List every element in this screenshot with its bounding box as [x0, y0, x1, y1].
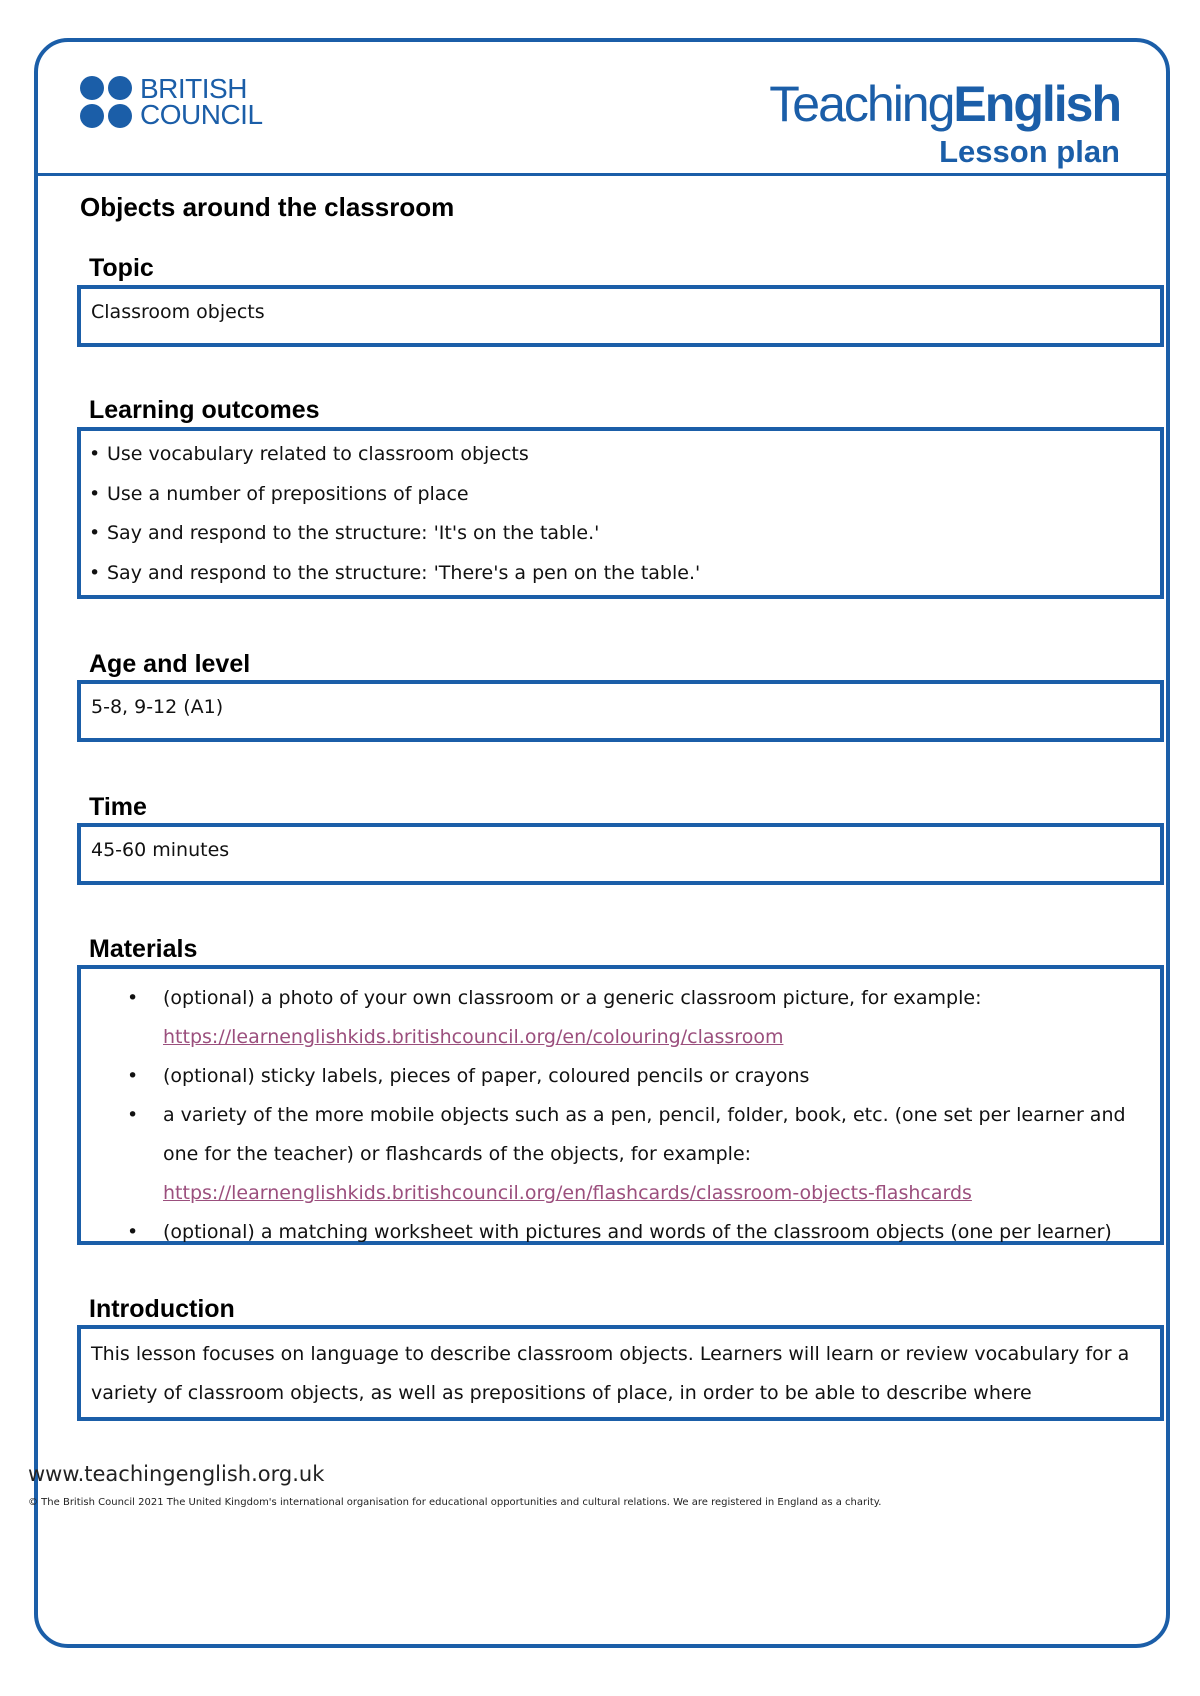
- british-council-logo: [80, 73, 263, 130]
- topic-box: [77, 285, 1164, 347]
- teaching-english-wordmark: TeachingEnglish: [769, 76, 1120, 132]
- list-item: [81, 1057, 1160, 1096]
- learning-outcomes-list: [81, 431, 1160, 593]
- list-item: [81, 1213, 1160, 1252]
- learning-outcomes-heading: Learning outcomes: [89, 396, 320, 424]
- header: [38, 42, 1166, 176]
- topic-heading: Topic: [89, 254, 154, 282]
- list-item: • Use a number of prepositions of place: [81, 475, 1160, 515]
- footer-url[interactable]: www.teachingenglish.org.uk: [28, 1462, 325, 1486]
- list-item: • Say and respond to the structure: 'There's a pen on the table.': [81, 554, 1160, 594]
- classroom-picture-link[interactable]: https://learnenglishkids.britishcouncil.org/en/colouring/classroom: [163, 1026, 784, 1048]
- topic-text: Classroom objects: [91, 301, 265, 323]
- list-item: • Say and respond to the structure: 'It's on the table.': [81, 514, 1160, 554]
- british-council-dots-icon: [80, 76, 132, 128]
- bc-logo-line1: BRITISH: [140, 73, 247, 104]
- list-item: [81, 979, 1160, 1057]
- list-item: [81, 1096, 1160, 1213]
- materials-box: [77, 965, 1164, 1245]
- age-level-heading: Age and level: [89, 650, 251, 678]
- materials-item-text: (optional) a photo of your own classroom or a generic classroom picture, for example:: [163, 987, 982, 1009]
- british-council-wordmark: [140, 73, 263, 130]
- time-text: 45-60 minutes: [91, 839, 230, 861]
- materials-item-text: (optional) a matching worksheet with pictures and words of the classroom objects (one per learner): [163, 1221, 1112, 1243]
- footer-copyright: © The British Council 2021 The United Kingdom's international organisation for educational opportunities and cultural relations. We are registered in England as a charity.: [28, 1497, 882, 1508]
- introduction-box: [77, 1325, 1164, 1421]
- page-title: Objects around the classroom: [80, 192, 455, 222]
- introduction-heading: Introduction: [89, 1295, 235, 1323]
- flashcards-link[interactable]: https://learnenglishkids.britishcouncil.org/en/flashcards/classroom-objects-flashcards: [163, 1182, 972, 1204]
- time-heading: Time: [89, 793, 147, 821]
- materials-list: [81, 969, 1160, 1252]
- materials-heading: Materials: [89, 935, 198, 963]
- page-frame: [34, 38, 1170, 1648]
- learning-outcomes-box: [77, 427, 1164, 599]
- time-box: [77, 823, 1164, 885]
- introduction-text: This lesson focuses on language to describe classroom objects. Learners will learn or review vocabulary for a variety of classroom objects, as well as prepositions of place, in order to be able to describe where: [91, 1343, 1130, 1404]
- materials-item-text: (optional) sticky labels, pieces of paper, coloured pencils or crayons: [163, 1065, 810, 1087]
- lesson-plan-subtitle: Lesson plan: [939, 134, 1120, 169]
- age-level-box: [77, 680, 1164, 742]
- teaching-english-logo: [769, 78, 1120, 170]
- materials-item-text: a variety of the more mobile objects such as a pen, pencil, folder, book, etc. (one set per learner and one for the teacher) or flashcards of the objects, for example:: [163, 1104, 1126, 1165]
- bc-logo-line2: COUNCIL: [140, 99, 263, 130]
- list-item: • Use vocabulary related to classroom objects: [81, 435, 1160, 475]
- age-level-text: 5-8, 9-12 (A1): [91, 696, 224, 718]
